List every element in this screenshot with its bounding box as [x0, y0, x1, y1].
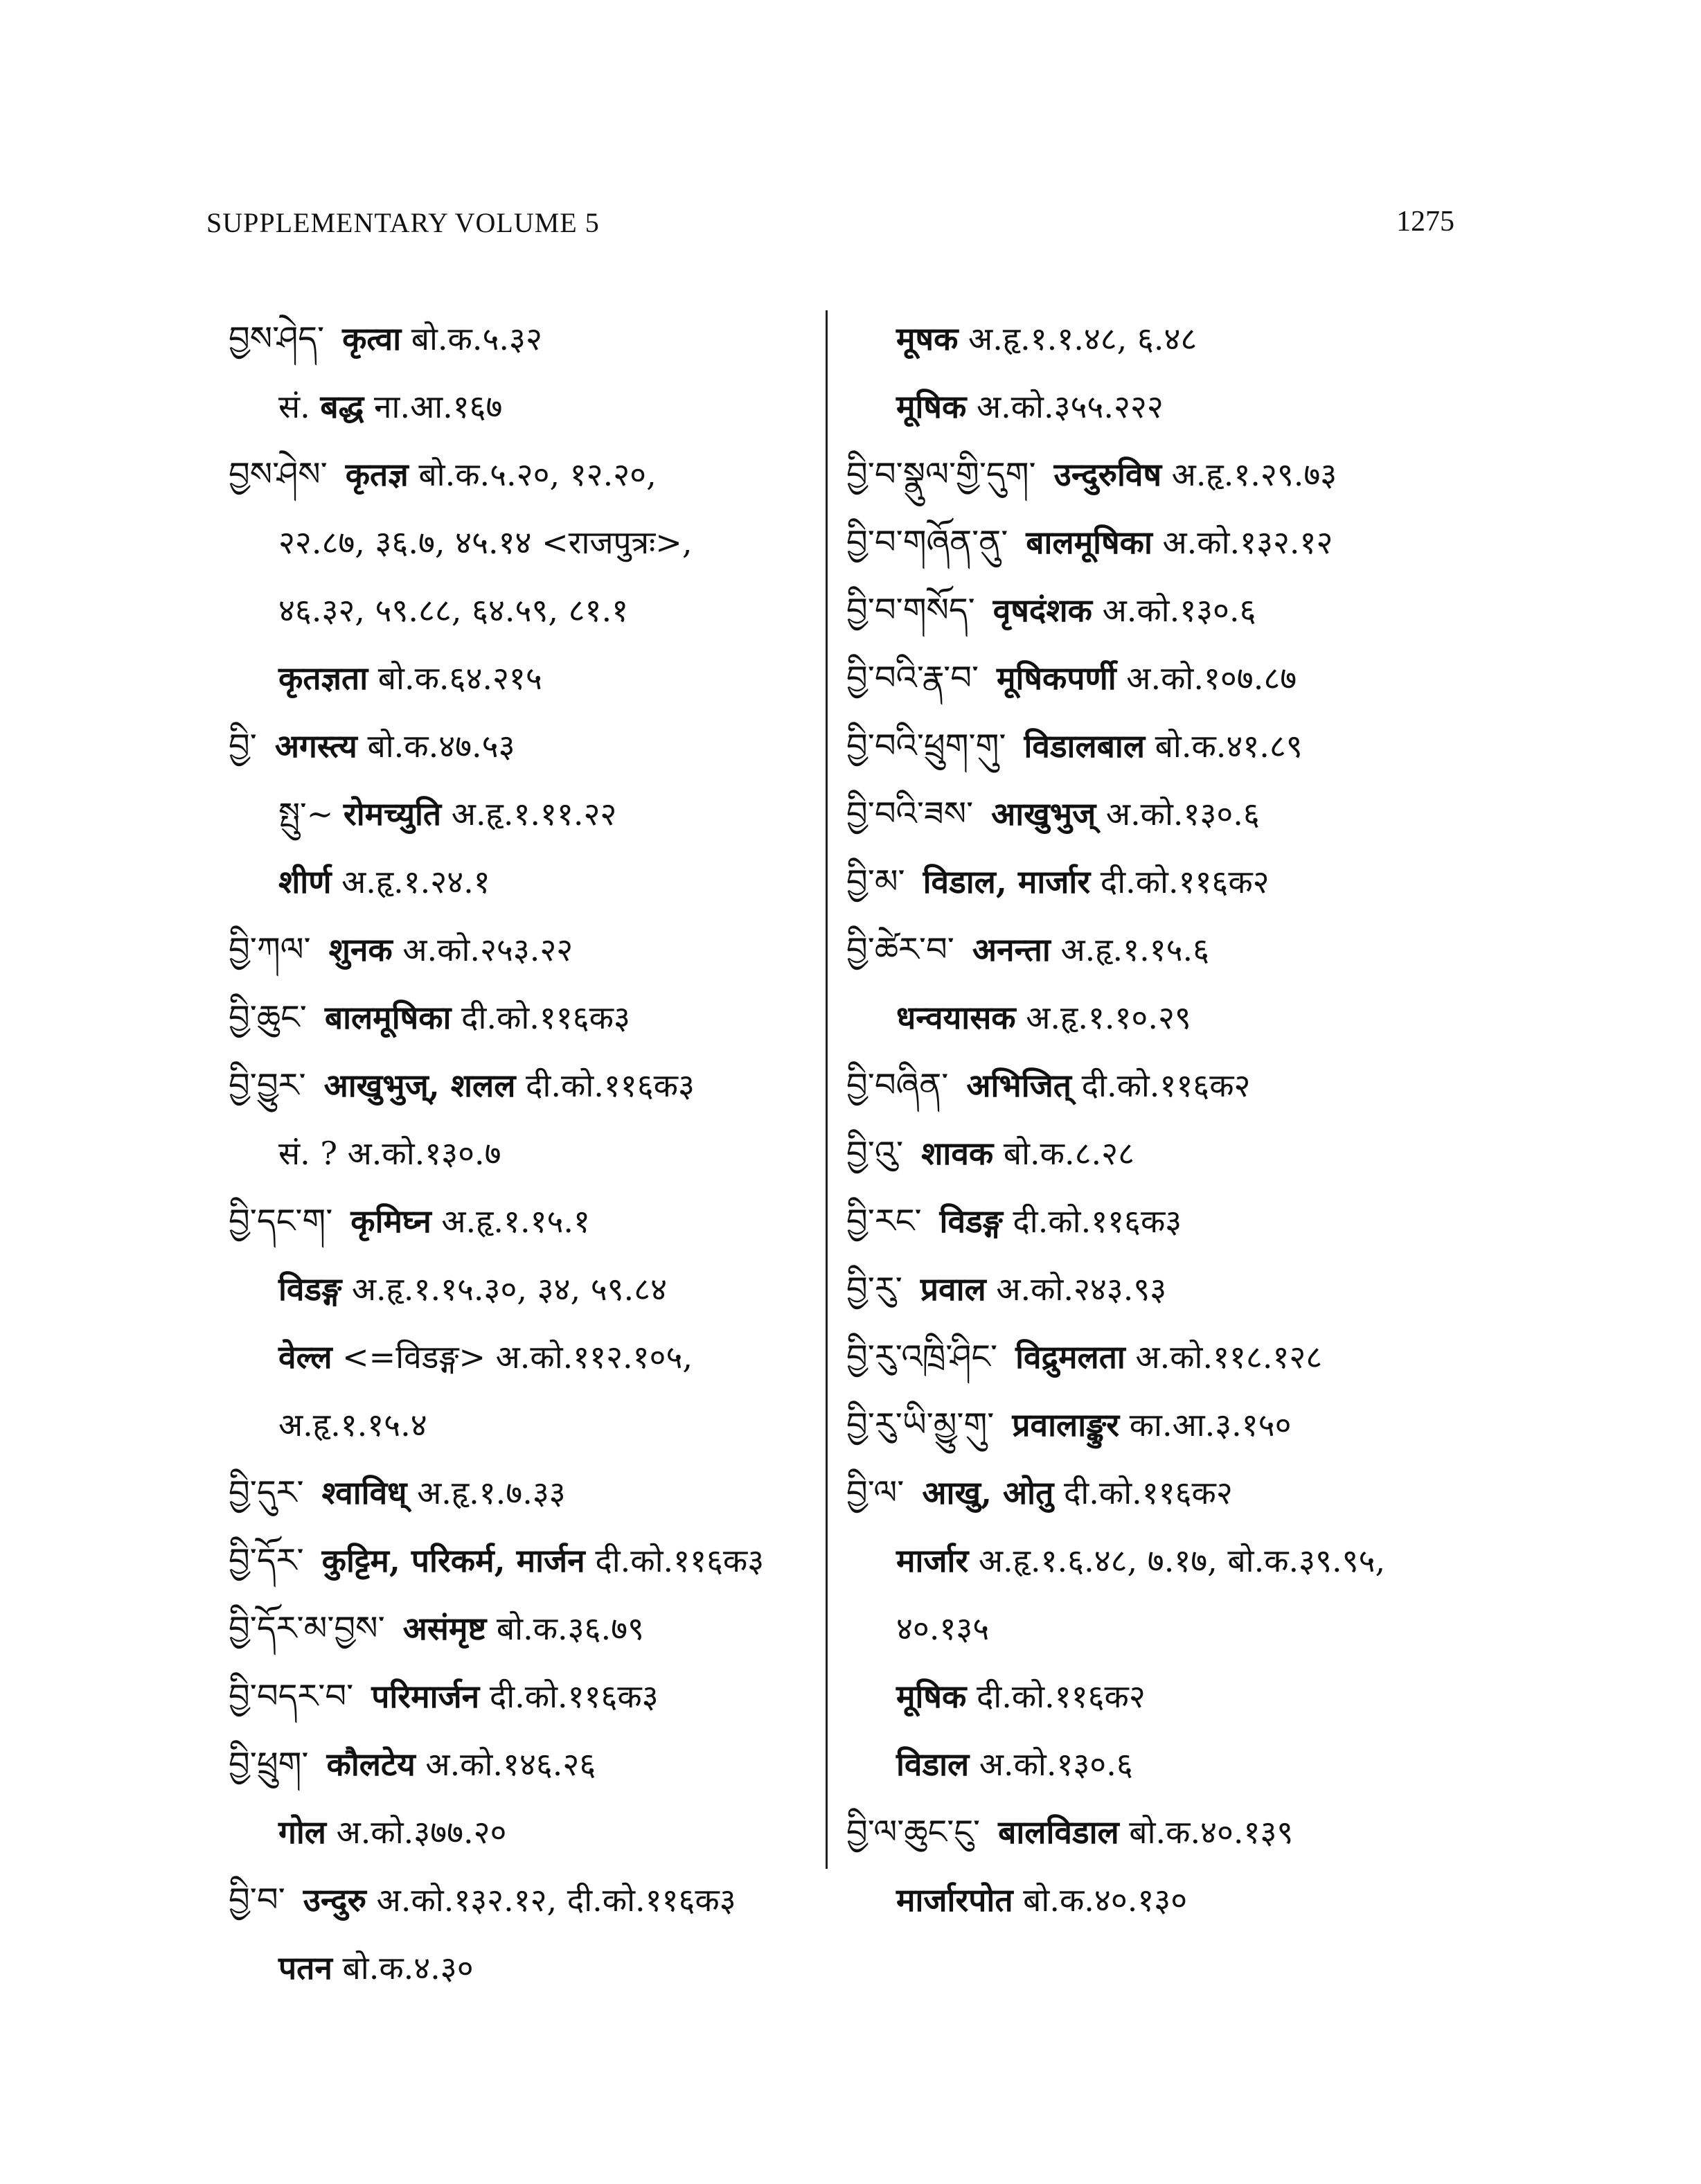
- sanskrit-equivalent: असंमृष्ट: [402, 1610, 487, 1647]
- tibetan-headword: བྱི་དང་ག་: [229, 1202, 333, 1241]
- source-reference: अ.हृ.१.१५.४: [278, 1406, 427, 1444]
- dictionary-entry: [229, 1051, 817, 1119]
- entry-prefix: སྤུ་~: [278, 795, 344, 833]
- entry-continuation: [846, 984, 1470, 1051]
- dictionary-entry: [846, 1798, 1470, 1866]
- source-reference: बो.क.४०.१३९: [1119, 1813, 1294, 1851]
- entry-continuation: [229, 1323, 817, 1391]
- source-reference: अ.को.३५५.२२२: [966, 388, 1164, 425]
- dictionary-entry: [846, 1323, 1470, 1391]
- tibetan-headword: བྱི་རུ་: [846, 1270, 902, 1308]
- entry-continuation: [846, 305, 1470, 373]
- source-reference: अ.हृ.१.१०.२९: [1015, 999, 1191, 1036]
- left-column: [229, 305, 817, 2002]
- source-reference: बो.क.८.२८: [993, 1135, 1135, 1172]
- dictionary-entry: [846, 1187, 1470, 1255]
- entry-continuation: [229, 1391, 817, 1459]
- sanskrit-equivalent: शुनक: [328, 931, 393, 968]
- tibetan-headword: བྱི་: [229, 727, 257, 765]
- sanskrit-equivalent: विडालबाल: [1024, 727, 1146, 765]
- tibetan-headword: བྱི་ལ་ཆུང་ངུ་: [846, 1813, 981, 1852]
- sanskrit-equivalent: मूषक: [896, 320, 959, 357]
- tibetan-headword: བྱི་བའི་རྣ་བ་: [846, 659, 979, 698]
- dictionary-entry: [229, 916, 817, 984]
- source-reference: बो.क.४१.८९: [1145, 727, 1303, 765]
- source-reference: अ.को.१३२.१२: [1152, 524, 1333, 561]
- entry-continuation: [229, 576, 817, 644]
- source-reference: ४०.१३५: [896, 1610, 990, 1647]
- sanskrit-equivalent: कृमिघ्न: [350, 1202, 431, 1240]
- sanskrit-equivalent: आखुभुज्: [991, 795, 1096, 833]
- source-reference: का.आ.३.१५०: [1119, 1406, 1292, 1444]
- dictionary-entry: [229, 1595, 817, 1662]
- sanskrit-equivalent: अभिजित्: [966, 1067, 1071, 1104]
- sanskrit-equivalent: प्रवाल: [920, 1270, 986, 1308]
- sanskrit-equivalent: विडाल, मार्जार: [923, 863, 1091, 900]
- tibetan-headword: བྱི་རུ་ཡི་མྱུ་གུ་: [846, 1405, 995, 1444]
- tibetan-headword: བྱི་བ་སྣུལ་གྱི་དུག་: [846, 455, 1036, 494]
- tibetan-headword: བྱི་རང་: [846, 1202, 922, 1241]
- source-reference: अ.को.३७७.२०: [326, 1813, 507, 1851]
- sanskrit-equivalent: मार्जार: [896, 1542, 969, 1579]
- dictionary-entry: [846, 1119, 1470, 1187]
- sanskrit-equivalent: विडङ्ग: [278, 1270, 342, 1308]
- dictionary-entry: [846, 1391, 1470, 1459]
- source-reference: दी.को.११६क२: [1053, 1474, 1233, 1511]
- entry-continuation: [846, 373, 1470, 441]
- tibetan-headword: བྱས་ཤེས་: [229, 455, 328, 494]
- source-reference: दी.को.११६क२: [1090, 863, 1270, 900]
- source-reference: अ.को.१३०.६: [1096, 795, 1260, 833]
- dictionary-entry: [229, 984, 817, 1051]
- source-reference: अ.हृ.१.१५.३०, ३४, ५९.८४: [341, 1270, 668, 1308]
- source-reference: बो.क.३६.७९: [486, 1610, 644, 1647]
- source-reference: अ.को.२५३.२२: [392, 931, 573, 968]
- tibetan-headword: བྱི་མ་: [846, 862, 905, 901]
- dictionary-entry: [229, 1662, 817, 1730]
- source-reference: अ.हृ.१.११.२२: [441, 795, 617, 833]
- entry-prefix: सं.: [278, 388, 321, 425]
- tibetan-headword: བྱི་བ་: [229, 1881, 285, 1919]
- dictionary-entry: [229, 1527, 817, 1595]
- source-reference: अ.हृ.१.१.४८, ६.४८: [958, 320, 1197, 357]
- dictionary-entry: [846, 441, 1470, 508]
- source-reference: दी.को.११६क३: [451, 999, 630, 1036]
- source-reference: दी.को.११६क२: [1071, 1067, 1251, 1104]
- dictionary-entry: [229, 1730, 817, 1798]
- sanskrit-equivalent: विडाल: [896, 1746, 970, 1783]
- sanskrit-equivalent: विद्रुमलता: [1015, 1338, 1125, 1376]
- column-divider: [826, 310, 828, 1869]
- sanskrit-equivalent: मूषिकपर्णी: [997, 659, 1116, 697]
- source-reference: बो.क.५.३२: [401, 320, 542, 357]
- dictionary-entry: [846, 576, 1470, 644]
- sanskrit-equivalent: बद्ध: [320, 388, 364, 425]
- entry-continuation: [229, 1119, 817, 1187]
- entry-prefix: सं.: [278, 1135, 321, 1172]
- source-reference: अ.को.१३२.१२, दी.को.११६क३: [366, 1881, 736, 1919]
- tibetan-headword: བྱི་ཀལ་: [229, 930, 311, 969]
- sanskrit-equivalent: बालमूषिका: [1026, 524, 1152, 561]
- source-reference: दी.को.११६क३: [479, 1678, 659, 1715]
- entry-continuation: [846, 1866, 1470, 1934]
- source-reference: दी.को.११६क३: [1002, 1202, 1182, 1240]
- tibetan-headword: བྱི་དོར་མ་བྱས་: [229, 1609, 385, 1648]
- sanskrit-equivalent: गोल: [278, 1813, 326, 1851]
- source-reference: ना.आ.१६७: [364, 388, 503, 425]
- tibetan-headword: བྱི་འུ་: [846, 1134, 904, 1173]
- source-reference: अ.को.११८.१२८: [1125, 1338, 1323, 1376]
- entry-continuation: [846, 1730, 1470, 1798]
- dictionary-entry: [846, 1051, 1470, 1119]
- sanskrit-equivalent: शीर्ण: [278, 863, 332, 900]
- entry-continuation: [229, 1255, 817, 1323]
- dictionary-entry: [846, 916, 1470, 984]
- source-reference: अ.को.१३०.६: [1092, 592, 1256, 629]
- page-number: 1275: [1396, 206, 1454, 238]
- tibetan-headword: བྱི་ཚེར་བ་: [846, 930, 954, 969]
- tibetan-headword: བྱི་བའི་ཕྲུག་གུ་: [846, 727, 1006, 765]
- entry-continuation: [846, 1662, 1470, 1730]
- sanskrit-equivalent: उन्दुरु: [303, 1881, 367, 1919]
- dictionary-entry: [229, 1866, 817, 1934]
- sanskrit-equivalent: मूषिक: [896, 388, 967, 425]
- entry-continuation: [229, 508, 817, 576]
- sanskrit-equivalent: शावक: [921, 1135, 994, 1172]
- tibetan-headword: བྱི་བའི་ཟས་: [846, 794, 974, 833]
- tibetan-headword: བྱི་དུར་: [229, 1473, 304, 1512]
- source-reference: बो.क.५.२०, १२.२०,: [408, 456, 657, 493]
- sanskrit-equivalent: कृतज्ञता: [278, 659, 368, 697]
- sanskrit-equivalent: मार्जारपोत: [896, 1881, 1013, 1919]
- source-reference: बो.क.६४.२१५: [368, 659, 542, 697]
- entry-continuation: [229, 1798, 817, 1866]
- dictionary-entry: [229, 305, 817, 373]
- source-reference: २२.८७, ३६.७, ४५.१४ <राजपुत्रः>,: [278, 524, 693, 561]
- sanskrit-equivalent: अगस्त्य: [274, 727, 357, 765]
- sanskrit-equivalent: अनन्ता: [972, 931, 1051, 968]
- sanskrit-equivalent: धन्वयासक: [896, 999, 1016, 1036]
- source-reference: अ.हृ.१.२९.७३: [1161, 456, 1337, 493]
- source-reference: बो.क.४०.१३०: [1013, 1881, 1188, 1919]
- sanskrit-equivalent: बालमूषिका: [324, 999, 452, 1036]
- source-reference: दी.को.११६क३: [515, 1067, 695, 1104]
- dictionary-entry: [846, 1459, 1470, 1527]
- sanskrit-equivalent: मूषिक: [896, 1678, 967, 1715]
- entry-continuation: [846, 1527, 1470, 1595]
- entry-continuation: [229, 644, 817, 712]
- source-reference: अ.हृ.१.१५.६: [1050, 931, 1210, 968]
- dictionary-entry: [229, 441, 817, 508]
- sanskrit-equivalent: उन्दुरुविष: [1053, 456, 1162, 493]
- source-reference: अ.को.१०७.८७: [1116, 659, 1297, 697]
- sanskrit-equivalent: कुट्टिम, परिकर्म, मार्जन: [321, 1542, 585, 1579]
- dictionary-entry: [846, 848, 1470, 916]
- entry-continuation: [229, 780, 817, 848]
- dictionary-entry: [229, 1459, 817, 1527]
- dictionary-entry: [846, 508, 1470, 576]
- sanskrit-equivalent: बालविडाल: [998, 1813, 1119, 1851]
- sanskrit-equivalent: आखुभुज्, शलल: [323, 1067, 516, 1104]
- sanskrit-equivalent: कौलटेय: [326, 1746, 416, 1783]
- dictionary-entry: [846, 780, 1470, 848]
- tibetan-headword: བྱི་བྱུར་: [229, 1066, 306, 1105]
- source-reference: अ.हृ.१.२४.१: [331, 863, 490, 900]
- dictionary-entry: [846, 644, 1470, 712]
- sanskrit-equivalent: प्रवालाङ्कुर: [1012, 1406, 1120, 1444]
- source-reference: अ.को.१३०.६: [969, 1746, 1133, 1783]
- dictionary-entry: [846, 712, 1470, 780]
- dictionary-entry: [229, 712, 817, 780]
- sanskrit-equivalent: रोमच्युति: [343, 795, 442, 833]
- tibetan-headword: བྱི་ལ་: [846, 1473, 905, 1512]
- tibetan-headword: བྱི་བ་གཞོན་ནུ་: [846, 523, 1008, 562]
- sanskrit-equivalent: श्वाविध्: [321, 1474, 407, 1511]
- tibetan-headword: བྱི་བཞིན་: [846, 1066, 949, 1105]
- entry-continuation: [846, 1595, 1470, 1662]
- tibetan-headword: བྱི་རུ་འཁྲི་ཤིང་: [846, 1338, 998, 1376]
- tibetan-headword: བྱི་ཆུང་: [229, 998, 307, 1037]
- entry-continuation: [229, 1934, 817, 2002]
- sanskrit-equivalent: परिमार्जन: [371, 1678, 480, 1715]
- running-head: SUPPLEMENTARY VOLUME 5: [206, 207, 600, 238]
- sanskrit-equivalent: कृतज्ञ: [345, 456, 409, 493]
- sanskrit-equivalent: पतन: [278, 1949, 332, 1987]
- source-reference: ? अ.को.१३०.७: [320, 1135, 501, 1172]
- sanskrit-equivalent: वृषदंशक: [992, 592, 1092, 629]
- dictionary-entry: [229, 1187, 817, 1255]
- source-reference: दी.को.११६क३: [585, 1542, 765, 1579]
- tibetan-headword: བྱི་བདར་བ་: [229, 1677, 354, 1716]
- sanskrit-equivalent: कृत्वा: [342, 320, 402, 357]
- tibetan-headword: བྱི་ཕྲུག་: [229, 1745, 309, 1784]
- sanskrit-equivalent: विडङ्ग: [939, 1202, 1003, 1240]
- entry-continuation: [229, 848, 817, 916]
- source-reference: अ.हृ.१.७.३३: [407, 1474, 566, 1511]
- sanskrit-equivalent: वेल्ल: [278, 1338, 332, 1376]
- source-reference: अ.हृ.१.१५.१: [431, 1202, 590, 1240]
- source-reference: बो.क.४.३०: [332, 1949, 474, 1987]
- tibetan-headword: བྱས་ཤེད་: [229, 319, 325, 358]
- source-reference: <=विडङ्ग> अ.को.११२.१०५,: [332, 1338, 693, 1376]
- source-reference: ४६.३२, ५९.८८, ६४.५९, ८१.१: [278, 592, 629, 629]
- source-reference: अ.हृ.१.६.४८, ७.१७, बो.क.३९.९५,: [968, 1542, 1386, 1579]
- source-reference: दी.को.११६क२: [966, 1678, 1146, 1715]
- entry-continuation: [229, 373, 817, 441]
- dictionary-entry: [846, 1255, 1470, 1323]
- tibetan-headword: བྱི་བ་གསོད་: [846, 591, 975, 630]
- sanskrit-equivalent: आखु, ओतु: [922, 1474, 1054, 1511]
- right-column: [846, 305, 1470, 1934]
- source-reference: बो.क.४७.५३: [357, 727, 515, 765]
- source-reference: अ.को.१४६.२६: [415, 1746, 596, 1783]
- tibetan-headword: བྱི་དོར་: [229, 1541, 304, 1580]
- source-reference: अ.को.२४३.९३: [986, 1270, 1167, 1308]
